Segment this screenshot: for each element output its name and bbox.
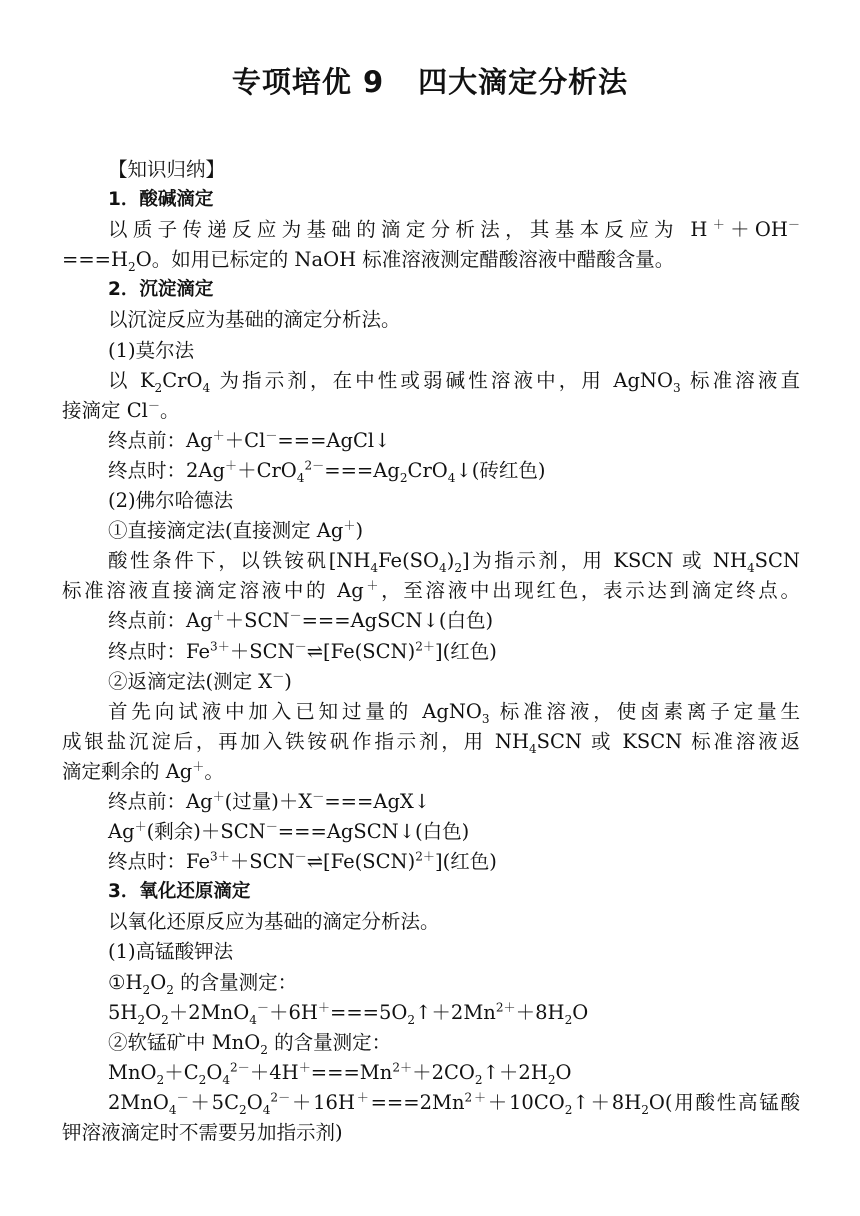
text-line: $5H_2O_2+2MnO_4^-+6H^+===5O_2↑+2Mn^{2+}+8H_2O$ bbox=[108, 1000, 589, 1027]
text-line: 终点前：Ag＋＋SCN－===AgSCN↓(白色) bbox=[108, 608, 494, 633]
text-line: 首先向试液中加入已知过量的 AgNO$_3$ 标准溶液，使卤素离子定量生 bbox=[108, 699, 800, 726]
text-line: 酸性条件下，以铁铵矾$[NH_4Fe(SO_4)_2]$为指示剂，用 KSCN 或 $NH_4SCN$ bbox=[108, 549, 800, 576]
text-line: ②返滴定法(测定 X－) bbox=[108, 669, 292, 693]
title-part-1: 专项培优 9 bbox=[231, 65, 385, 99]
document-body bbox=[62, 155, 800, 1148]
text-line: 终点前：Ag＋＋Cl－===AgCl↓ bbox=[108, 428, 391, 452]
text-line: ①直接滴定法(直接测定 Ag＋) bbox=[108, 518, 364, 543]
text-line: 终点时：$Fe^{3+}+SCN^-\rightleftharpoons[Fe(SCN)^{2+}]$(红色) bbox=[108, 639, 497, 663]
text-line: 终点前：Ag＋(过量)＋X－===AgX↓ bbox=[108, 789, 431, 813]
text-line: 终点时：$2Ag^++CrO_4^{2-}===Ag_2CrO_4↓$(砖红色) bbox=[108, 458, 546, 485]
text-line: $①H_2O_2$ 的含量测定： bbox=[108, 970, 298, 997]
page-title bbox=[0, 62, 860, 102]
text-line: $2MnO_4^-+5C_2O_4^{2-}+16H^+===2Mn^{2+}+10CO_2↑+8H_2O$(用酸性高锰酸 bbox=[108, 1090, 800, 1117]
text-line: 以 $K_2CrO_4$ 为指示剂，在中性或弱碱性溶液中，用 AgNO$_3$ 标准溶液直 bbox=[108, 368, 800, 395]
text-line: 成银盐沉淀后，再加入铁铵矾作指示剂，用 $NH_4SCN$ 或 KSCN 标准溶液返 bbox=[62, 729, 800, 756]
text-line: (1)高锰酸钾法 bbox=[108, 940, 234, 964]
text-line: 终点时：$Fe^{3+}+SCN^-\rightleftharpoons[Fe(SCN)^{2+}]$(红色) bbox=[108, 849, 497, 874]
text-line: 【知识归纳】 bbox=[108, 158, 226, 181]
text-line: (2)佛尔哈德法 bbox=[108, 489, 234, 513]
section-heading: 2．沉淀滴定 bbox=[108, 279, 214, 301]
text-line: 钾溶液滴定时不需要另加指示剂) bbox=[62, 1121, 343, 1144]
text-line: 接滴定 Cl－。 bbox=[62, 398, 180, 422]
section-heading: 1．酸碱滴定 bbox=[108, 189, 214, 211]
text-line: (1)莫尔法 bbox=[108, 338, 195, 362]
text-line: 以沉淀反应为基础的滴定分析法。 bbox=[108, 308, 401, 332]
text-line: 以质子传递反应为基础的滴定分析法，其基本反应为 H＋＋OH－ bbox=[108, 217, 800, 242]
text-line: 以氧化还原反应为基础的滴定分析法。 bbox=[108, 910, 440, 934]
text-line: 标准溶液直接滴定溶液中的 Ag＋，至溶液中出现红色，表示达到滴定终点。 bbox=[62, 578, 800, 603]
text-line: 滴定剩余的 Ag＋。 bbox=[62, 759, 224, 783]
text-line: ②软锰矿中 MnO$_2$ 的含量测定： bbox=[108, 1030, 392, 1057]
text-line: $MnO_2+C_2O_4^{2-}+4H^+===Mn^{2+}+2CO_2↑+2H_2O$ bbox=[108, 1060, 572, 1087]
text-line: $===H_2O$。如用已标定的 NaOH 标准溶液测定醋酸溶液中醋酸含量。 bbox=[62, 248, 675, 275]
section-heading: 3．氧化还原滴定 bbox=[108, 881, 251, 903]
text-line: Ag＋(剩余)＋SCN－===AgSCN↓(白色) bbox=[108, 819, 470, 844]
title-part-2: 四大滴定分析法 bbox=[418, 65, 629, 99]
